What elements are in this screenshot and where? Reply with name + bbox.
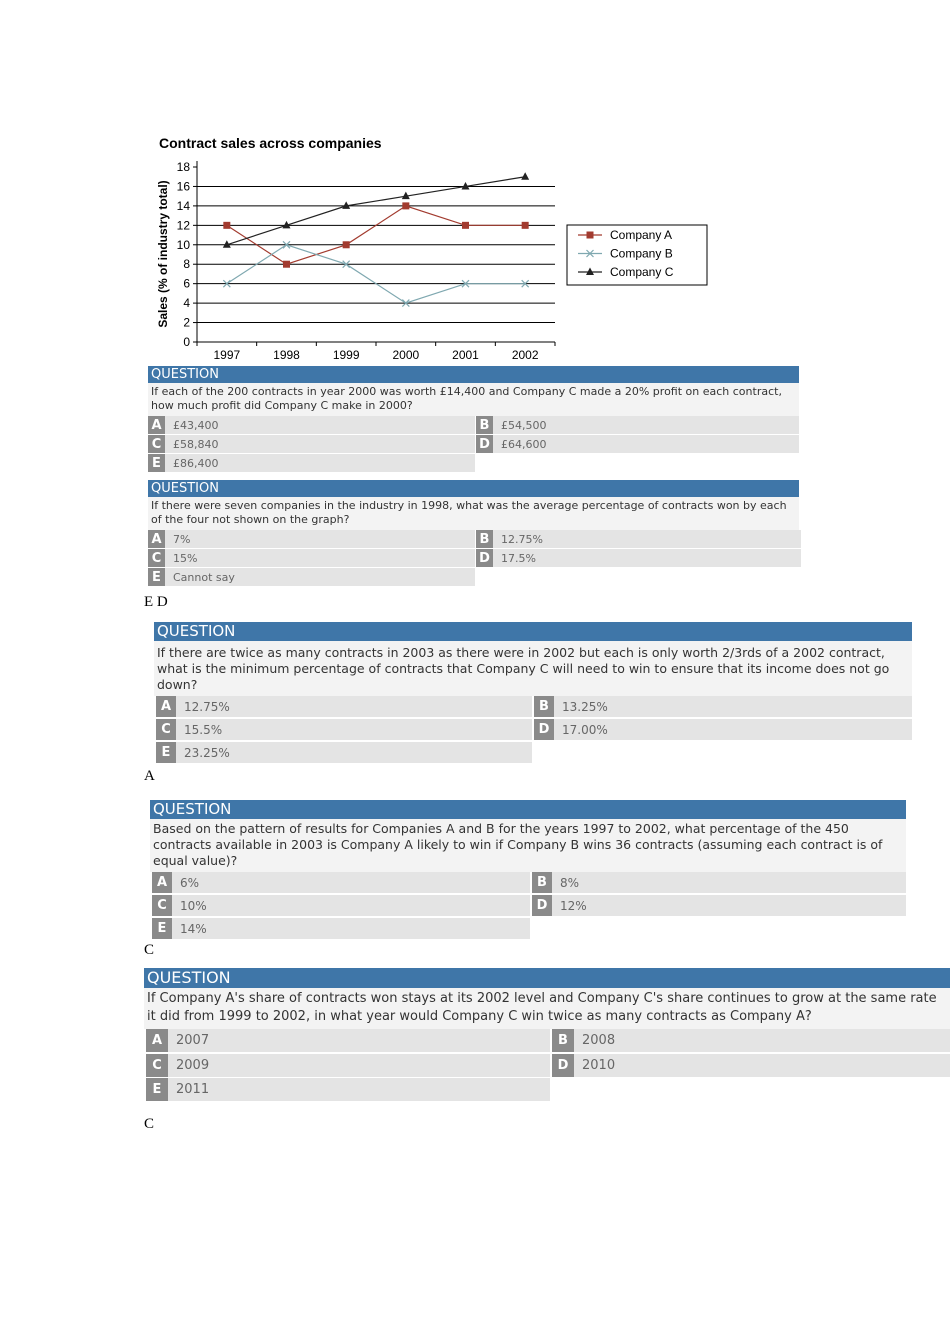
x-tick-label-2001: 2001 <box>452 348 479 362</box>
option-a[interactable] <box>148 416 475 434</box>
option-letter: D <box>476 549 493 567</box>
point-company-a-1998 <box>283 261 290 268</box>
x-tick-label-1999: 1999 <box>332 348 360 362</box>
option-e[interactable] <box>148 568 475 586</box>
option-letter: B <box>532 872 552 893</box>
y-tick-label-0: 0 <box>183 335 190 349</box>
series-line-company-a <box>227 206 525 264</box>
option-c[interactable] <box>146 1054 550 1077</box>
y-tick-label-8: 8 <box>183 257 190 272</box>
option-text: 12.75% <box>501 532 543 546</box>
option-c[interactable] <box>148 435 475 453</box>
y-tick-label-18: 18 <box>176 160 190 174</box>
legend-marker-company-a <box>587 232 594 239</box>
option-text: 12% <box>560 898 587 913</box>
question-header: QUESTION <box>144 968 950 988</box>
option-text: 2009 <box>176 1058 210 1073</box>
option-d[interactable] <box>532 895 906 916</box>
option-text: 2010 <box>582 1058 616 1073</box>
contract-sales-chart <box>150 128 730 364</box>
option-text: 17.5% <box>501 551 536 565</box>
question-text: If there are twice as many contracts in 2003 as there were in 2002 but each is only worth 2/3rds of a 2002 contract, what is the minimum percentage of contracts that Company C will need to win to ensure that its income does not go down? <box>154 641 912 696</box>
option-text: £43,400 <box>173 418 219 432</box>
option-letter: D <box>532 895 552 916</box>
chart-title: Contract sales across companies <box>159 135 382 151</box>
option-a[interactable] <box>148 530 475 548</box>
option-c[interactable] <box>152 895 530 916</box>
y-tick-label-16: 16 <box>176 179 190 194</box>
option-letter: D <box>534 719 554 740</box>
x-tick-label-1997: 1997 <box>213 348 241 362</box>
question-header: QUESTION <box>148 366 799 383</box>
question-panel-1 <box>148 366 799 474</box>
chart-series <box>223 172 529 306</box>
question-panel-4 <box>150 800 906 938</box>
option-letter: C <box>152 895 172 916</box>
chart-gridlines <box>197 186 555 322</box>
chart-legend <box>567 225 707 285</box>
option-text: £54,500 <box>501 418 547 432</box>
option-text: 10% <box>180 898 207 913</box>
option-letter: E <box>148 568 165 586</box>
option-a[interactable] <box>156 696 532 717</box>
option-letter: A <box>152 872 172 893</box>
question-header: QUESTION <box>150 800 906 819</box>
option-text: 15% <box>173 551 198 565</box>
option-d[interactable] <box>534 719 912 740</box>
option-text: 8% <box>560 875 580 890</box>
option-text: 6% <box>180 875 200 890</box>
answer-key-2: E D <box>144 594 168 610</box>
option-e[interactable] <box>152 918 530 939</box>
question-text: If there were seven companies in the industry in 1998, what was the average percentage of contracts won by each of the four not shown on the graph? <box>148 497 799 530</box>
legend-label-company-a: Company A <box>610 228 673 242</box>
option-letter: E <box>156 742 176 763</box>
option-b[interactable] <box>476 416 799 434</box>
option-b[interactable] <box>532 872 906 893</box>
option-letter: A <box>156 696 176 717</box>
answer-options <box>148 530 799 588</box>
option-letter: E <box>148 454 165 472</box>
option-text: £58,840 <box>173 437 219 451</box>
chart-y-axis-label: Sales (% of industry total) <box>156 180 170 328</box>
option-text: 2008 <box>582 1033 616 1048</box>
answer-key-5: C <box>144 1116 155 1132</box>
x-tick-label-2000: 2000 <box>392 348 420 362</box>
option-letter: E <box>146 1078 168 1101</box>
option-letter: A <box>148 416 165 434</box>
option-text: 12.75% <box>184 699 230 714</box>
answer-options <box>150 872 906 938</box>
option-e[interactable] <box>146 1078 550 1101</box>
chart-axes <box>177 160 555 362</box>
y-tick-label-10: 10 <box>176 237 190 252</box>
answer-key-4: C <box>144 942 155 958</box>
option-letter: B <box>552 1029 574 1052</box>
question-text: If Company A's share of contracts won stays at its 2002 level and Company C's share continues to grow at the same rate it did from 1999 to 2002, in what year would Company C win twice as many contracts as Company A? <box>144 988 950 1029</box>
y-tick-label-6: 6 <box>183 276 190 291</box>
option-text: Cannot say <box>173 570 235 584</box>
y-tick-label-12: 12 <box>176 218 190 233</box>
option-letter: D <box>476 435 493 453</box>
option-b[interactable] <box>534 696 912 717</box>
answer-options <box>148 416 799 474</box>
option-letter: C <box>156 719 176 740</box>
y-tick-label-2: 2 <box>183 315 190 330</box>
option-text: 13.25% <box>562 699 608 714</box>
question-panel-3 <box>154 622 912 762</box>
option-text: 2011 <box>176 1082 210 1097</box>
question-panel-5 <box>144 968 950 1101</box>
point-company-a-2000 <box>402 202 409 209</box>
option-letter: B <box>476 416 493 434</box>
point-company-a-1997 <box>223 222 230 229</box>
option-letter: C <box>148 435 165 453</box>
option-c[interactable] <box>156 719 532 740</box>
option-c[interactable] <box>148 549 475 567</box>
question-panel-2 <box>148 480 799 588</box>
option-b[interactable] <box>476 530 801 548</box>
point-company-c-2002 <box>521 172 529 180</box>
option-text: £86,400 <box>173 456 219 470</box>
question-text: Based on the pattern of results for Companies A and B for the years 1997 to 2002, what percentage of the 450 contracts available in 2003 is Company A likely to win if Company B wins 36 contracts (assuming each contract is of equal value)? <box>150 819 906 872</box>
y-tick-label-14: 14 <box>176 198 190 213</box>
answer-key-3: A <box>144 768 155 784</box>
option-text: 2007 <box>176 1033 210 1048</box>
question-header: QUESTION <box>154 622 912 641</box>
legend-label-company-b: Company B <box>610 246 673 261</box>
x-tick-label-2002: 2002 <box>511 348 539 362</box>
option-letter: A <box>146 1029 168 1052</box>
point-company-a-1999 <box>343 241 350 248</box>
option-letter: C <box>148 549 165 567</box>
option-e[interactable] <box>148 454 475 472</box>
option-a[interactable] <box>146 1029 550 1052</box>
option-d[interactable] <box>476 435 799 453</box>
question-header: QUESTION <box>148 480 799 497</box>
option-letter: A <box>148 530 165 548</box>
option-text: 17.00% <box>562 722 608 737</box>
option-text: 7% <box>173 532 191 546</box>
answer-options <box>154 696 912 762</box>
x-tick-label-1998: 1998 <box>273 348 300 362</box>
option-letter: C <box>146 1054 168 1077</box>
option-letter: D <box>552 1054 574 1077</box>
option-letter: E <box>152 918 172 939</box>
option-a[interactable] <box>152 872 530 893</box>
answer-options <box>144 1029 950 1101</box>
point-company-a-2001 <box>462 222 469 229</box>
point-company-a-2002 <box>522 222 529 229</box>
series-line-company-b <box>227 245 525 303</box>
option-letter: B <box>476 530 493 548</box>
option-d[interactable] <box>476 549 801 567</box>
option-b[interactable] <box>552 1029 950 1052</box>
option-text: 23.25% <box>184 745 230 760</box>
legend-label-company-c: Company C <box>610 265 674 279</box>
option-text: 15.5% <box>184 722 223 737</box>
option-text: 14% <box>180 921 207 936</box>
option-e[interactable] <box>156 742 532 763</box>
option-letter: B <box>534 696 554 717</box>
y-tick-label-4: 4 <box>183 296 190 311</box>
question-text: If each of the 200 contracts in year 2000 was worth £14,400 and Company C made a 20% profit on each contract, how much profit did Company C make in 2000? <box>148 383 799 416</box>
option-d[interactable] <box>552 1054 950 1077</box>
option-text: £64,600 <box>501 437 547 451</box>
